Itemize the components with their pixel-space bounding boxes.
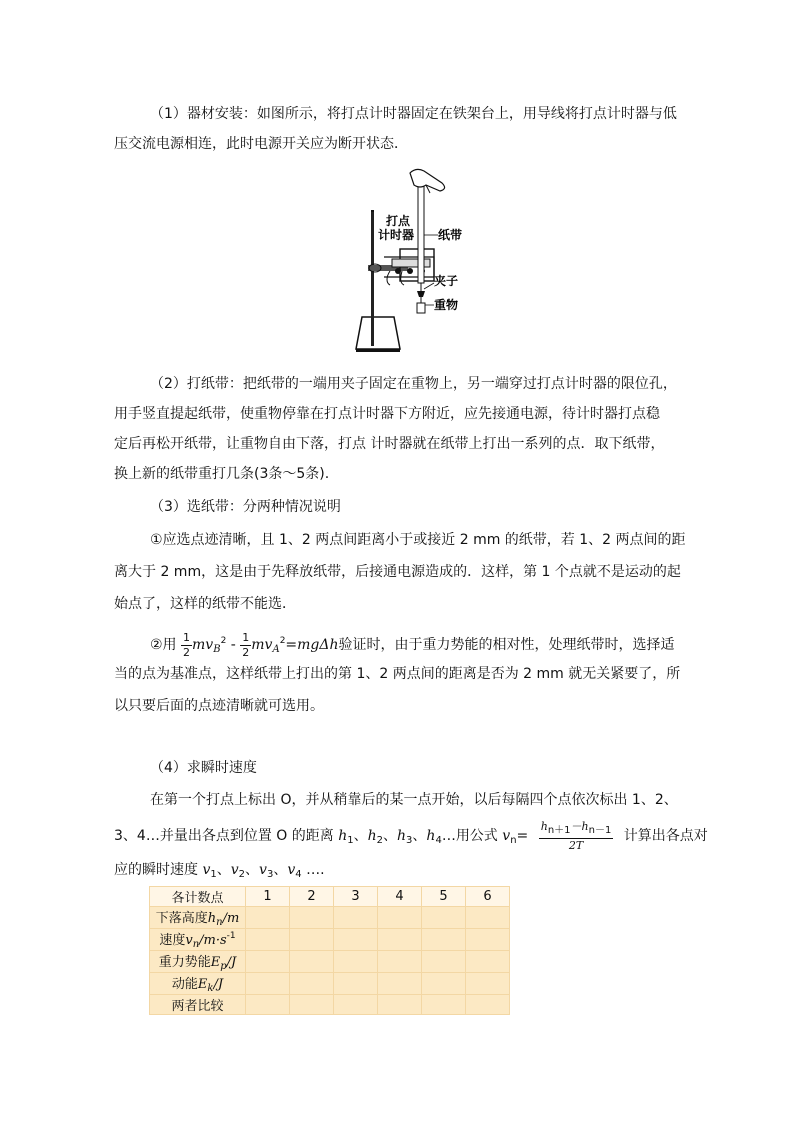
table-col-header: 3 (334, 887, 378, 907)
step4-line3: 应的瞬时速度 $v_1$、$v_2$、$v_3$、$v_4$ …. (114, 862, 325, 880)
table-row (150, 907, 510, 929)
step3-item2-line1: ②用 $\frac{1}{2}$ $mv_B^2$ - $\frac{1}{2}$ $mv_A^2=mg\Delta h$验证时，由于重力势能的相对性，处理纸带时，选择适 (150, 630, 675, 659)
step2-line3: 定后再松开纸带，让重物自由下落，打点 计时器就在纸带上打出一系列的点．取下纸带， (114, 436, 665, 452)
step2-line2: 用手竖直提起纸带，使重物停靠在打点计时器下方附近，应先接通电源，待计时器打点稳 (114, 406, 660, 422)
label-clip: 夹子 (434, 274, 459, 288)
formula-minus: - (230, 637, 236, 653)
table-col-header: 2 (290, 887, 334, 907)
step2-line4: 换上新的纸带重打几条(3条～5条). (114, 466, 330, 482)
table-row (150, 951, 510, 973)
table-col-header: 6 (466, 887, 510, 907)
label-weight: 重物 (434, 298, 459, 312)
label-timer-1: 打点 (386, 214, 411, 228)
step3-item1-line2: 离大于 2 mm，这是由于先释放纸带，后接通电源造成的．这样，第 1 个点就不是运动的起 (114, 564, 681, 580)
label-timer-2: 计时器 (378, 228, 415, 242)
step3-item2-line3: 以只要后面的点迹清晰就可选用。 (114, 698, 324, 714)
formula-eq: = (285, 637, 298, 653)
step2-line1: （2）打纸带：把纸带的一端用夹子固定在重物上，另一端穿过打点计时器的限位孔， (150, 376, 677, 392)
formula-half-2: $\frac{1}{2}$ (242, 630, 250, 659)
step1-line1: （1）器材安装：如图所示，将打点计时器固定在铁架台上，用导线将打点计时器与低 (150, 106, 677, 122)
table-header-label: 各计数点 (150, 887, 246, 907)
table-header-row (150, 887, 510, 907)
item2-prefix: ②用 (150, 637, 177, 653)
apparatus-figure (350, 167, 480, 353)
table-row (150, 995, 510, 1015)
data-table (149, 886, 510, 1015)
step4-line1: 在第一个打点上标出 O，并从稍靠后的某一点开始，以后每隔四个点依次标出 1、2、 (150, 792, 678, 808)
table-row (150, 973, 510, 995)
formula-mvA: mv (251, 637, 273, 653)
row-label-velocity: 速度$v_n/m\cdot s^{-1}$ (150, 929, 246, 951)
formula-half-1: $\frac{1}{2}$ (183, 630, 191, 659)
table-col-header: 1 (246, 887, 290, 907)
row-label-height: 下落高度$h_n/m$ (150, 907, 246, 929)
row-label-potential: 重力势能$E_p/J$ (150, 951, 246, 973)
row-label-kinetic: 动能$E_k/J$ (150, 973, 246, 995)
step3-item1-line3: 始点了，这样的纸带不能选． (114, 596, 296, 612)
step3-item2-line2: 当的点为基准点，这样纸带上打出的第 1、2 两点间的距离是否为 2 mm 就无关紧要了，所 (114, 666, 681, 682)
step4-title: （4）求瞬时速度 (150, 760, 257, 776)
table-col-header: 5 (422, 887, 466, 907)
formula-mvB: mv (192, 637, 214, 653)
step3-title: （3）选纸带：分两种情况说明 (150, 499, 341, 515)
step3-item1-line1: ①应选点迹清晰，且 1、2 两点间距离小于或接近 2 mm 的纸带，若 1、2 两点间的距 (150, 532, 686, 548)
formula-rhs: mgΔh (297, 637, 339, 653)
table-row (150, 929, 510, 951)
velocity-fraction: $\frac{hn+1-hn-1}{2T}$ (540, 819, 612, 852)
row-label-compare: 两者比较 (150, 995, 246, 1015)
table-col-header: 4 (378, 887, 422, 907)
label-tape: 纸带 (438, 228, 463, 242)
step1-line2: 压交流电源相连，此时电源开关应为断开状态． (114, 136, 408, 152)
item2-line1-suffix: 验证时，由于重力势能的相对性，处理纸带时，选择适 (338, 637, 675, 653)
step4-line2: 3、4…并量出各点到位置 O 的距离 $h_1$、$h_2$、$h_3$、$h_4\dots$用公式 $v_n=$ $\frac{hn+1-hn-1}{2T}$ 计算出各点对 (114, 819, 708, 852)
